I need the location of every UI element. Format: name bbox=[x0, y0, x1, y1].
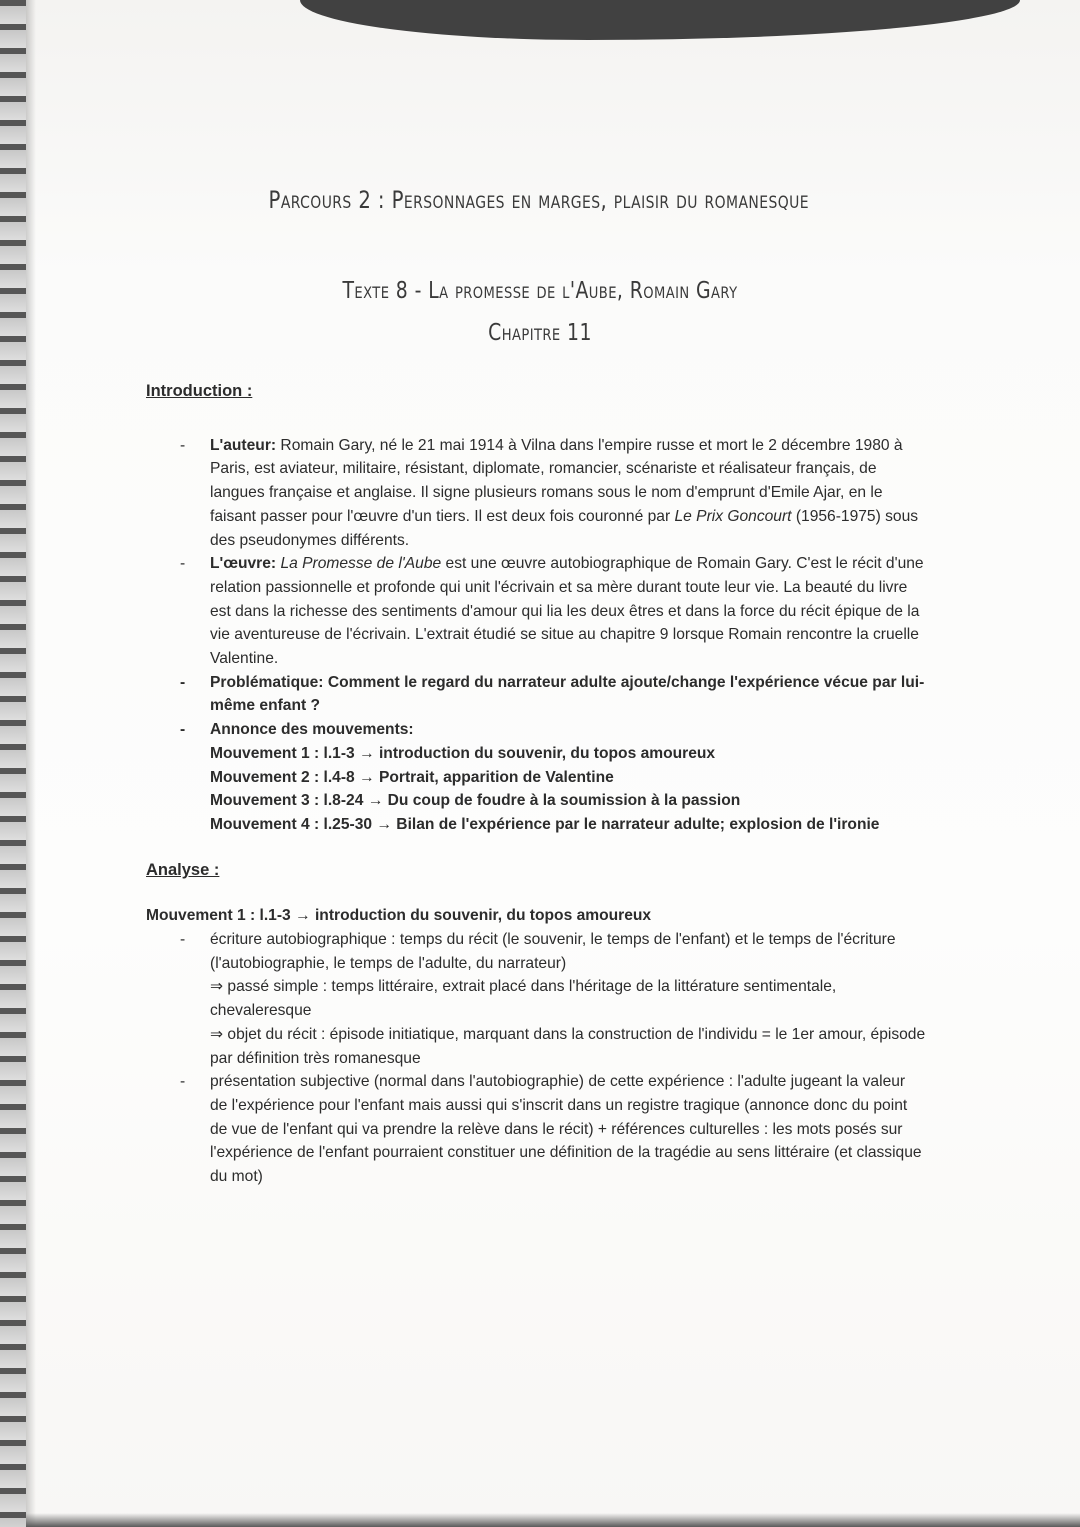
auteur-text: Romain Gary, né le 21 mai 1914 à Vilna dans l'empire russe et mort le 2 décembre 1980 à Paris, est aviateur, militaire, résistant, diplomate, romancier, scénariste et réalisateur français, de langues française et anglaise. Il signe plusieurs romans sous le nom d'emprunt d'Emile Ajar, en le faisant passer pour l'œuvre d'un tiers. Il est deux fois couronné par bbox=[210, 436, 903, 525]
analyse-list bbox=[146, 928, 926, 1189]
point-1-b: ⇒ objet du récit : épisode initiatique, marquant dans la construction de l'individu = le 1er amour, épisode par définition très romanesque bbox=[210, 1025, 926, 1067]
mouvement-3: Mouvement 3 : l.8-24 → Du coup de foudre à la soumission à la passion bbox=[210, 792, 741, 810]
oeuvre-text: est une œuvre autobiographique de Romain Gary. C'est le récit d'une relation passionnelle et profonde qui unit l'écrivain et sa mère durant toute leur vie. La beauté du livre est dans la richesse des sentiments d'amour qui lia les deux êtres et dans la force du récit épique de la vie aventureuse de l'écrivain. L'extrait étudié se situe au chapitre 9 lorsque Romain rencontre la cruelle Valentine. bbox=[210, 555, 924, 668]
problematique-item: - Problématique: Comment le regard du narrateur adulte ajoute/change l'expérience vécue par lui-même enfant ? bbox=[210, 671, 926, 718]
oeuvre-item bbox=[210, 552, 926, 671]
binding-shadow bbox=[26, 0, 36, 1527]
scan-bottom-edge bbox=[26, 1513, 1080, 1527]
scan-top-shadow bbox=[300, 0, 1020, 40]
spiral-binding bbox=[0, 0, 26, 1527]
analyse-point-2: - présentation subjective (normal dans l'autobiographie) de cette expérience : l'adulte jugeant la valeur de l'expérience pour l'enfant mais aussi qui s'inscrit dans un registre tragique (annonce donc du point de vue de l'enfant qui va prendre la relève dans le récit) + références culturelles : les mots posés sur l'expérience de l'enfant pourraient constituer une définition de la tragédie au sens littéraire (et classique du mot) bbox=[210, 1070, 926, 1189]
oeuvre-label: L'œuvre: bbox=[210, 555, 277, 573]
analyse-heading: Analyse : bbox=[146, 860, 220, 879]
texte-title: Texte 8 - La promesse de l'Aube, Romain Gary bbox=[342, 278, 738, 304]
annonce-item bbox=[210, 718, 926, 837]
annonce-label: - Annonce des mouvements: bbox=[210, 721, 414, 739]
auteur-end: (1956-1975) sous des pseudonymes différents. bbox=[210, 507, 919, 549]
document-body bbox=[146, 380, 926, 1189]
analyse-point-1 bbox=[210, 928, 926, 1070]
chapitre-title: Chapitre 11 bbox=[488, 320, 592, 346]
parcours-title: Parcours 2 : Personnages en marges, plaisir du romanesque bbox=[268, 186, 809, 214]
oeuvre-title: La Promesse de l'Aube bbox=[280, 555, 442, 573]
mouvement-2: Mouvement 2 : l.4-8 → Portrait, apparition de Valentine bbox=[210, 768, 614, 786]
prix-goncourt: Le Prix Goncourt bbox=[674, 507, 792, 525]
mouvement-4: Mouvement 4 : l.25-30 → Bilan de l'expérience par le narrateur adulte; explosion de l'ironie bbox=[210, 815, 880, 833]
introduction-heading: Introduction : bbox=[146, 382, 253, 400]
analyse-mouvement-1-title: Mouvement 1 : l.1-3 → introduction du souvenir, du topos amoureux bbox=[146, 907, 652, 925]
auteur-label: L'auteur: bbox=[210, 436, 277, 454]
mouvement-1: Mouvement 1 : l.1-3 → introduction du souvenir, du topos amoureux bbox=[210, 744, 716, 762]
point-1-a: ⇒ passé simple : temps littéraire, extrait placé dans l'héritage de la littérature sentimentale, chevaleresque bbox=[210, 978, 837, 1020]
auteur-item bbox=[210, 434, 926, 553]
introduction-list bbox=[146, 434, 926, 837]
point-1-text: - écriture autobiographique : temps du récit (le souvenir, le temps de l'enfant) et le temps de l'écriture (l'autobiographie, le temps de l'adulte, du narrateur) bbox=[210, 931, 896, 972]
